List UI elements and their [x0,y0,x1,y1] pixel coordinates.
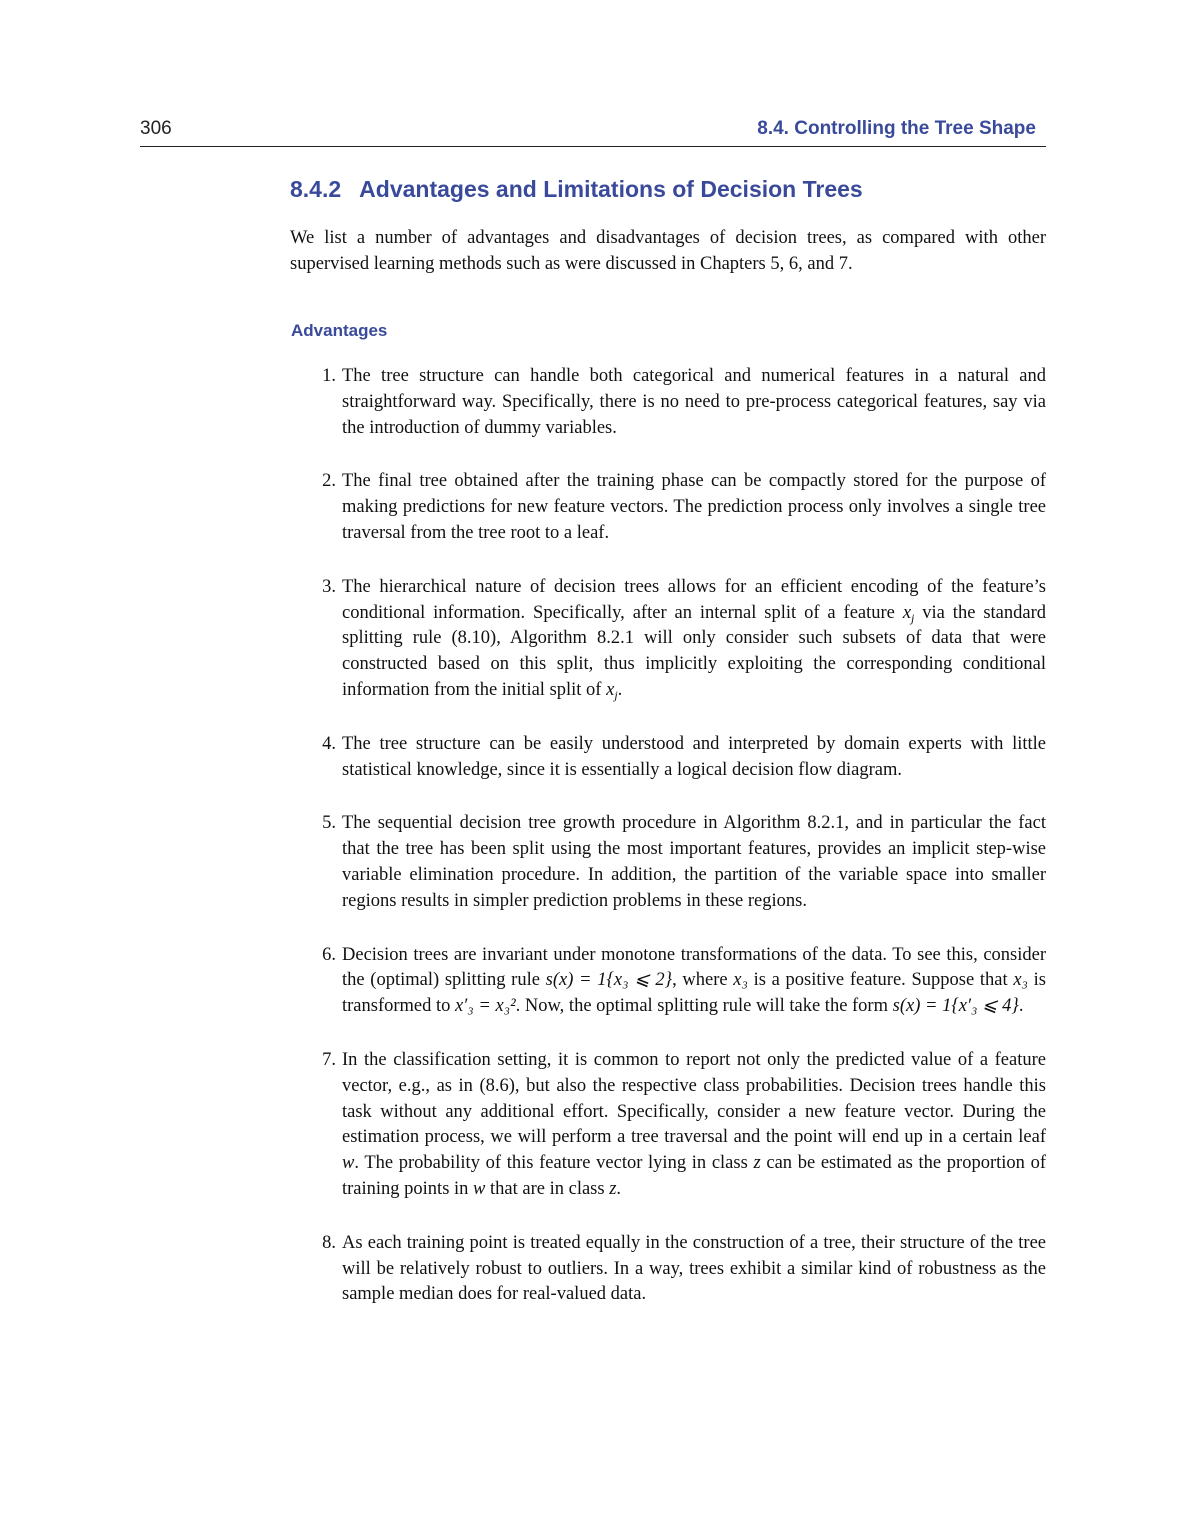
item-number: 5. [322,813,336,834]
item-number: 4. [322,733,336,754]
item-text: As each training point is treated equally in the construction of a tree, their structure of the tree will be relatively robust to outliers. In a way, trees exhibit a similar kind of robustness as the sample median does for real-valued data. [342,1232,1046,1305]
list-item [322,943,1047,1020]
math-var: x₃ [733,970,748,991]
item-number: 6. [322,944,336,965]
math-var: z [609,1178,617,1199]
item-text: The sequential decision tree growth procedure in Algorithm 8.2.1, and in particular the fact that the tree has been split using the most important features, provides an implicit step-wise variable elimination procedure. In addition, the partition of the variable space into smaller regions results in simpler prediction problems in these regions. [342,813,1046,911]
item-number: 8. [322,1232,336,1253]
section-title: Advantages and Limitations of Decision Trees [359,176,863,202]
item-text: The hierarchical nature of decision trees allows for an efficient encoding of the feature’s conditional information. Specifically, after an internal split of a feature $x_j$ via the standard splitting rule (8.10), Algorithm 8.2.1 will only consider such subsets of data that were constructed based on this split, thus implicitly exploiting the corresponding conditional information from the initial split of $x_j$. [342,576,1046,702]
section-heading [290,176,863,203]
item-text: The tree structure can be easily understood and interpreted by domain experts with little statistical knowledge, since it is essentially a logical decision flow diagram. [342,733,1046,780]
math-var: z [753,1153,761,1174]
item-number: 1. [322,366,336,386]
item-number: 3. [322,576,336,597]
math-var: $x_j$ [606,679,618,702]
item-text: In the classification setting, it is common to report not only the predicted value of a feature vector, e.g., as in (8.6), but also the respective class probabilities. Decision trees handle this task without any additional effort. Specifically, consider a new feature vector. During the estimation process, we will perform a tree traversal and the point will end up in a certain leaf w. The probability of this feature vector lying in class z can be estimated as the proportion of training points in w that are in class z. [342,1049,1046,1199]
item-number: 7. [322,1049,336,1070]
list-item [322,364,1046,441]
page-number: 306 [140,118,172,139]
advantages-list [322,364,1047,1336]
math-var: w [473,1178,486,1199]
list-item [322,811,1046,914]
advantages-heading: Advantages [291,321,388,340]
math-formula: x′₃ = x₃² [455,996,516,1017]
item-text: The tree structure can handle both categorical and numerical features in a natural and straightforward way. Specifically, there is no need to pre-process categorical features, say via the introduction of dummy variables. [342,366,1046,438]
running-title: 8.4. Controlling the Tree Shape [757,118,1036,139]
list-item [322,575,1046,704]
math-var: x₃ [1013,970,1028,991]
list-item [322,469,1046,546]
list-item [322,732,1046,784]
item-text: Decision trees are invariant under monotone transformations of the data. To see this, consider the (optimal) splitting rule s(x) = 1{x₃ ⩽ 2}, where x₃ is a positive feature. Suppose that x₃ is transformed to x′₃ = x₃². Now, the optimal splitting rule will take the form s(x) = 1{x′₃ ⩽ 4}. [342,944,1047,1017]
math-formula: s(x) = 1{x′₃ ⩽ 4} [892,996,1019,1017]
math-var: w [342,1153,355,1174]
list-item [322,1048,1046,1203]
list-item [322,1231,1046,1308]
item-number: 2. [322,471,336,492]
math-var: $x_j$ [902,602,915,625]
intro-paragraph: We list a number of advantages and disadvantages of decision trees, as compared with other supervised learning methods such as were discussed in Chapters 5, 6, and 7. [290,228,1046,274]
math-formula: s(x) = 1{x₃ ⩽ 2} [545,970,673,991]
section-number: 8.4.2 [290,176,342,202]
running-head [140,118,1046,147]
item-text: The final tree obtained after the training phase can be compactly stored for the purpose of making predictions for new feature vectors. The prediction process only involves a single tree traversal from the tree root to a leaf. [342,471,1046,543]
